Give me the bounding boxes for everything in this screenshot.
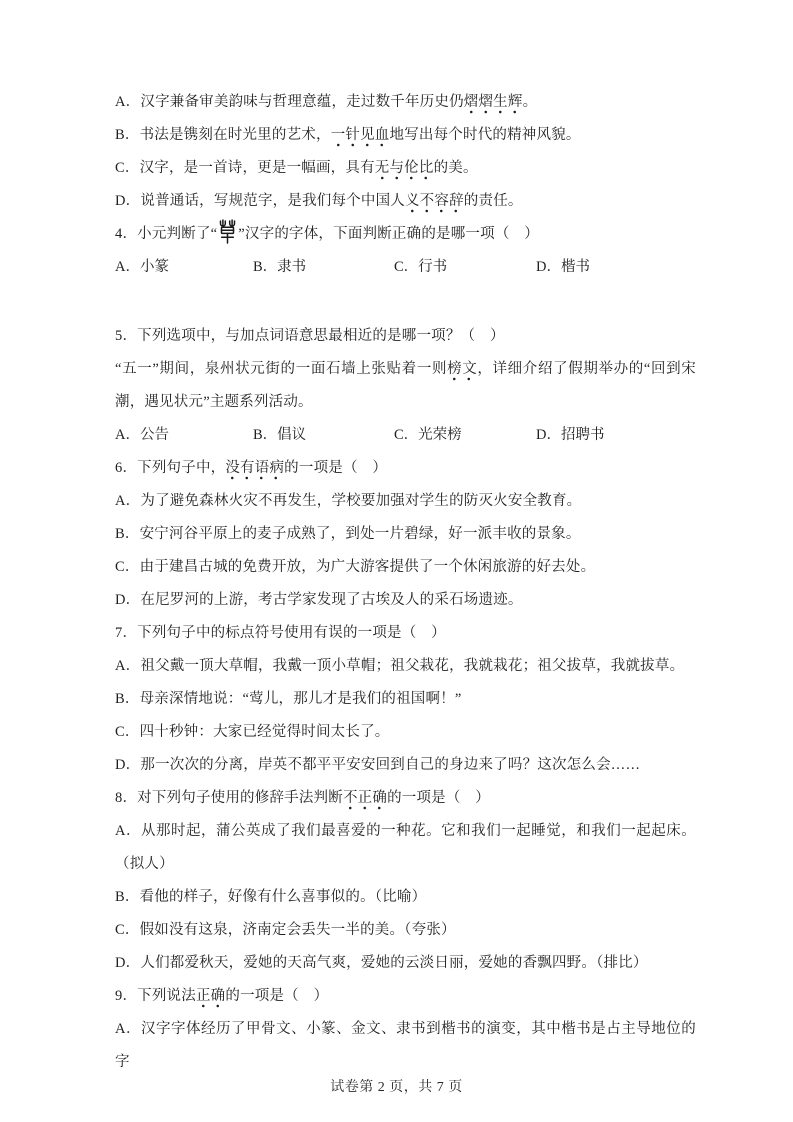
text-segment: 的一项是（ ）	[387, 790, 490, 806]
option-label: B．	[115, 526, 140, 542]
text-segment: 地写出每个时代的精神风貌。	[389, 127, 581, 143]
page-number: 2	[377, 1080, 386, 1095]
text-segment: 公告	[139, 427, 169, 443]
text-segment: 隶书	[277, 259, 307, 275]
text-segment: 在尼罗河的上游，考古学家发现了古埃及人的采石场遗迹。	[140, 592, 523, 608]
option-label: C．	[115, 160, 140, 176]
option-C	[115, 152, 696, 185]
option-label: D．	[115, 757, 141, 773]
text-segment: 的一项是（ ）	[284, 460, 388, 476]
option-label: B．	[115, 127, 140, 143]
option-label: D．	[536, 427, 561, 443]
page-footer	[0, 1076, 793, 1096]
option-label: A．	[115, 427, 140, 443]
option-label: C．	[115, 922, 140, 938]
option-D	[536, 419, 696, 452]
text-segment: 从那时起，蒲公英成了我们最喜爱的一种花。它和我们一起睡觉，和我们一起起床。（拟人）	[115, 823, 696, 872]
emphasized-text: 义不容辞	[405, 193, 464, 213]
text-segment: 楷书	[560, 259, 590, 275]
options-row	[115, 419, 696, 452]
emphasized-text: 不正确	[343, 790, 387, 810]
option-label: A．	[115, 94, 141, 110]
text-segment: 行书	[418, 259, 448, 275]
footer-label-middle: 页，共	[385, 1080, 437, 1095]
text-segment: 那一次次的分离，岸英不都平平安安回到自己的身边来了吗？这次怎么会……	[140, 757, 641, 773]
question-passage	[115, 353, 696, 419]
options-row	[115, 251, 696, 284]
question-stem	[115, 782, 696, 815]
question-4	[115, 218, 696, 284]
option-label: B．	[253, 259, 278, 275]
question-number: 6．	[115, 460, 138, 476]
question-8	[115, 782, 696, 980]
question-number: 8．	[115, 790, 138, 806]
option-label: D．	[536, 259, 561, 275]
footer-label-prefix: 试卷第	[330, 1080, 378, 1095]
question-stem	[115, 980, 696, 1013]
option-B	[115, 119, 696, 152]
option-C	[394, 251, 536, 284]
option-label: A．	[115, 1021, 141, 1037]
text-segment: 祖父戴一顶大草帽，我戴一顶小草帽；祖父栽花，我就栽花；祖父拔草，我就拔草。	[140, 658, 685, 674]
text-segment: 汉字字体经历了甲骨文、小篆、金文、隶书到楷书的演变，其中楷书是占主导地位的字	[115, 1021, 696, 1070]
option-label: A．	[115, 259, 140, 275]
seal-script-character-icon	[217, 219, 238, 244]
question-stem	[115, 320, 696, 353]
option-label: D．	[115, 592, 141, 608]
option-B	[115, 881, 696, 914]
option-D	[115, 947, 696, 980]
option-label: A．	[115, 823, 141, 839]
text-segment: 。	[522, 94, 538, 110]
option-label: C．	[394, 427, 419, 443]
option-D	[115, 749, 696, 782]
text-segment: 小篆	[139, 259, 169, 275]
text-segment: 四十秒钟：大家已经觉得时间太长了。	[139, 724, 390, 740]
option-B	[253, 251, 394, 284]
question-number: 5．	[115, 328, 138, 344]
text-segment: 小元判断了“	[137, 226, 218, 242]
option-A	[115, 650, 696, 683]
text-segment: 人们都爱秋天，爱她的天高气爽，爱她的云淡日丽，爱她的香飘四野。（排比）	[140, 955, 648, 971]
text-segment: 为了避免森林火灾不再发生，学校要加强对学生的防灭火安全教育。	[140, 493, 582, 509]
emphasized-text: 无与伦比	[375, 160, 434, 180]
option-label: D．	[115, 955, 141, 971]
option-label: B．	[115, 691, 140, 707]
question-stem	[115, 218, 696, 251]
question-stem	[115, 452, 696, 485]
emphasized-text: 榜文	[447, 361, 477, 381]
option-A	[115, 251, 253, 284]
option-label: D．	[115, 193, 141, 209]
option-label: A．	[115, 658, 141, 674]
text-segment: 的美。	[433, 160, 478, 176]
emphasized-text: 熠熠生辉	[464, 94, 523, 114]
footer-label-suffix: 页	[444, 1080, 463, 1095]
question-6	[115, 452, 696, 617]
text-segment: ，详细介绍了假期举办的“回到宋潮，遇见状元”主题系列活动。	[115, 361, 696, 410]
text-segment: 汉字，是一首诗，更是一幅画，具有	[139, 160, 375, 176]
question-9	[115, 980, 696, 1079]
text-segment: 汉字兼备审美韵味与哲理意蕴，走过数千年历史仍	[140, 94, 464, 110]
question-stem	[115, 617, 696, 650]
text-segment: 书法是镌刻在时光里的艺术，	[139, 127, 331, 143]
option-D	[115, 185, 696, 218]
option-A	[115, 86, 696, 119]
question-7	[115, 617, 696, 782]
option-A	[115, 419, 253, 452]
option-C	[394, 419, 536, 452]
question-3-options	[115, 86, 696, 218]
option-C	[115, 716, 696, 749]
option-B	[115, 683, 696, 716]
option-A	[115, 485, 696, 518]
text-segment: 的责任。	[463, 193, 523, 209]
emphasized-text: 正确	[196, 988, 225, 1008]
question-number: 9．	[115, 988, 138, 1004]
option-D	[536, 251, 696, 284]
emphasized-text: 一针见血	[331, 127, 390, 147]
question-number: 4．	[115, 226, 138, 242]
text-segment: 看他的样子，好像有什么喜事似的。（比喻）	[139, 889, 427, 905]
option-label: B．	[253, 427, 278, 443]
option-D	[115, 584, 696, 617]
text-segment: 倡议	[277, 427, 307, 443]
emphasized-text: 没有语病	[225, 460, 284, 480]
option-A	[115, 1013, 696, 1079]
option-C	[115, 914, 696, 947]
text-segment: 安宁河谷平原上的麦子成熟了，到处一片碧绿，好一派丰收的景象。	[139, 526, 581, 542]
question-number: 7．	[115, 625, 138, 641]
option-B	[115, 518, 696, 551]
text-segment: 由于建昌古城的免费开放，为广大游客提供了一个休闲旅游的好去处。	[139, 559, 596, 575]
text-segment: 说普通话，写规范字，是我们每个中国人	[140, 193, 405, 209]
text-segment: 母亲深情地说：“莺儿，那儿才是我们的祖国啊！”	[139, 691, 462, 707]
question-5	[115, 320, 696, 452]
option-A	[115, 815, 696, 881]
option-label: A．	[115, 493, 141, 509]
text-segment: “五一”期间，泉州状元街的一面石墙上张贴着一则	[115, 361, 448, 377]
option-label: C．	[115, 724, 140, 740]
text-segment: 下列句子中的标点符号使用有误的一项是（ ）	[137, 625, 446, 641]
text-segment: 下列选项中，与加点词语意思最相近的是哪一项？（ ）	[137, 328, 505, 344]
text-segment: 下列句子中，	[137, 460, 226, 476]
text-segment: ”汉字的字体，下面判断正确的是哪一项（ ）	[238, 226, 539, 242]
text-segment: 光荣榜	[418, 427, 462, 443]
text-segment: 的一项是（ ）	[225, 988, 329, 1004]
option-C	[115, 551, 696, 584]
option-B	[253, 419, 394, 452]
option-label: C．	[394, 259, 419, 275]
total-pages: 7	[436, 1080, 445, 1095]
text-segment: 对下列句子使用的修辞手法判断	[137, 790, 343, 806]
text-segment: 招聘书	[560, 427, 605, 443]
text-segment: 下列说法	[137, 988, 196, 1004]
option-label: C．	[115, 559, 140, 575]
option-label: B．	[115, 889, 140, 905]
text-segment: 假如没有这泉，济南定会丢失一半的美。（夸张）	[139, 922, 456, 938]
